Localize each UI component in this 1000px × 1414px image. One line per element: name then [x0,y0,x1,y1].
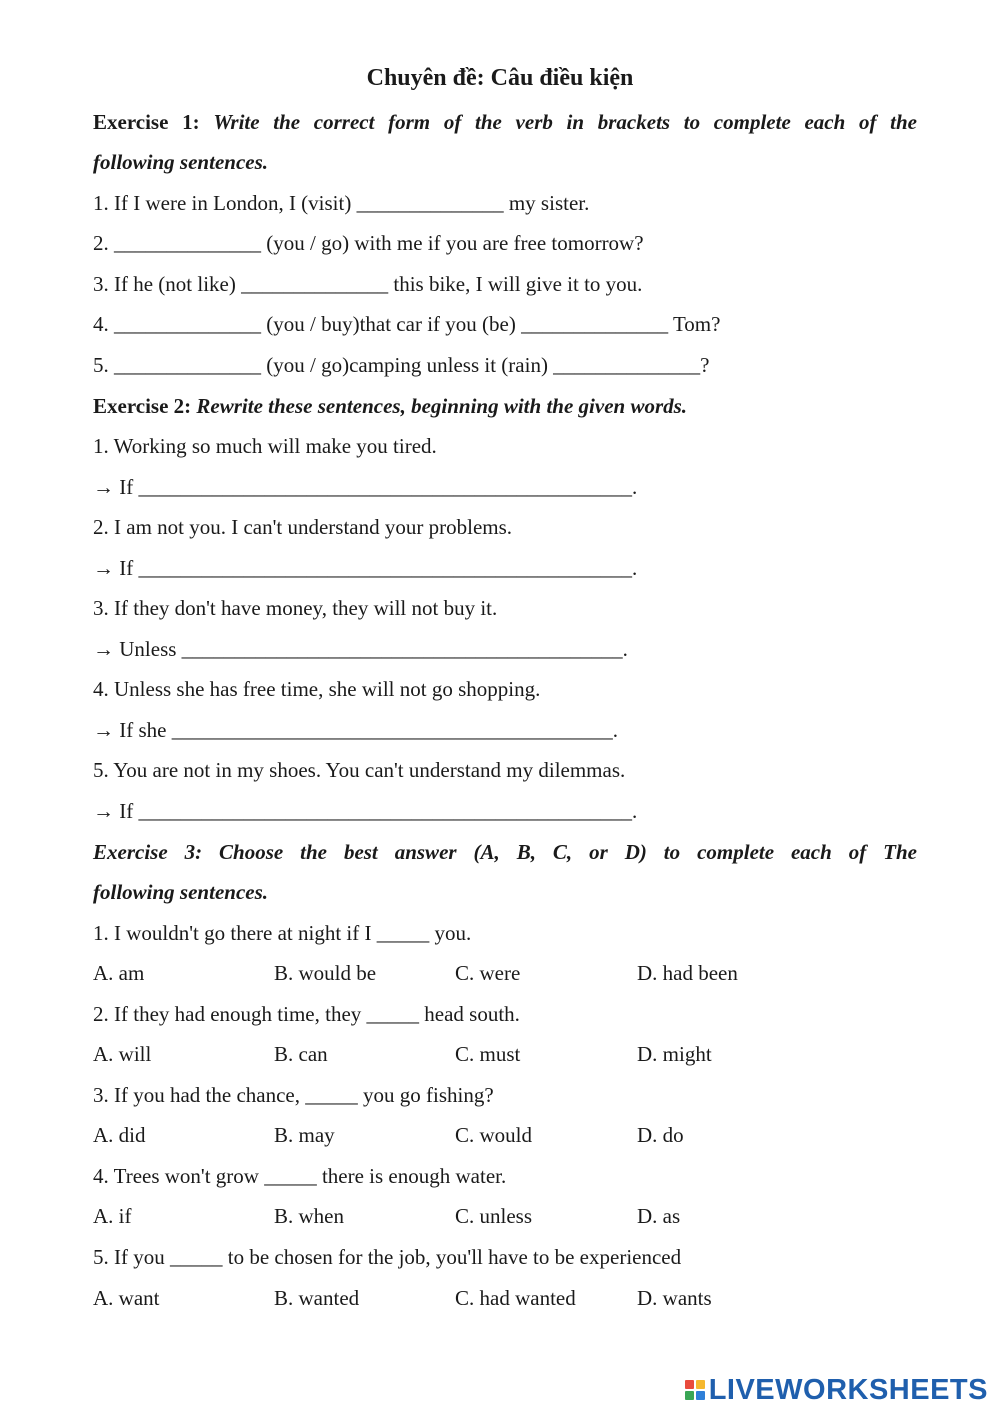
exercise-2-answer-line[interactable] [93,634,917,664]
arrow-icon: → [93,799,114,823]
exercise-3-question: 5. If you _____ to be chosen for the job, you'll have to be experienced [93,1245,682,1269]
option-c[interactable]: C. would [455,1123,533,1147]
exercise-2-instruction: Rewrite these sentences, beginning with the given words. [196,394,688,418]
exercise-3-label: Exercise 3: [93,840,203,864]
exercise-2-label: Exercise 2: [93,394,192,418]
exercise-2-answer-line[interactable] [93,472,917,502]
option-a[interactable]: A. if [93,1204,132,1228]
option-d[interactable]: D. might [637,1042,712,1066]
logo-text: LIVEWORKSHEETS [708,1373,988,1406]
logo-square [685,1391,694,1400]
answer-prompt: If [119,799,134,823]
exercise-2-sentence: 1. Working so much will make you tired. [93,434,437,458]
answer-blank[interactable]: __________________________________________. [171,718,618,742]
exercise-1-label: Exercise 1: [93,110,200,134]
option-c[interactable]: C. had wanted [455,1286,576,1310]
exercise-3-heading [93,837,917,867]
exercise-2-sentence: 4. Unless she has free time, she will not go shopping. [93,677,541,701]
option-b[interactable]: B. when [274,1204,344,1228]
exercise-2-answer-line[interactable] [93,715,917,745]
option-c[interactable]: C. must [455,1042,521,1066]
answer-prompt: If [119,556,134,580]
exercise-1-item[interactable]: 1. If I were in London, I (visit) ______________ my sister. [93,191,590,215]
answer-prompt: If [119,475,134,499]
exercise-3-question: 3. If you had the chance, _____ you go fishing? [93,1083,494,1107]
option-a[interactable]: A. want [93,1286,160,1310]
exercise-1-item[interactable]: 4. ______________ (you / buy)that car if you (be) ______________ Tom? [93,312,721,336]
option-b[interactable]: B. wanted [274,1286,360,1310]
exercise-3-question: 4. Trees won't grow _____ there is enough water. [93,1164,507,1188]
exercise-2-sentence: 5. You are not in my shoes. You can't understand my dilemmas. [93,758,626,782]
arrow-icon: → [93,718,114,742]
option-a[interactable]: A. did [93,1123,146,1147]
arrow-icon: → [93,556,114,580]
exercise-1-item[interactable]: 5. ______________ (you / go)camping unless it (rain) ______________? [93,353,710,377]
logo-square [685,1380,694,1389]
exercise-2-answer-line[interactable] [93,553,917,583]
arrow-icon: → [93,475,114,499]
answer-blank[interactable]: __________________________________________. [181,637,628,661]
option-b[interactable]: B. would be [274,961,377,985]
logo-grid-icon [685,1380,705,1400]
option-a[interactable]: A. will [93,1042,152,1066]
answer-blank[interactable]: _______________________________________________. [138,799,638,823]
exercise-2-answer-line[interactable] [93,796,917,826]
exercise-1-instruction-cont: following sentences. [93,150,269,174]
option-d[interactable]: D. do [637,1123,684,1147]
exercise-3-heading-cont [93,877,917,907]
answer-prompt: If she [119,718,167,742]
arrow-icon: → [93,637,114,661]
liveworksheets-logo[interactable] [685,1373,988,1407]
exercise-1-heading-cont [93,147,917,177]
exercise-3-question: 1. I wouldn't go there at night if I _____ you. [93,921,472,945]
exercise-1-heading [93,107,917,137]
exercise-3-instruction: Choose the best answer (A, B, C, or D) to complete each of The [219,840,918,864]
answer-prompt: Unless [119,637,177,661]
option-b[interactable]: B. may [274,1123,335,1147]
option-b[interactable]: B. can [274,1042,328,1066]
option-d[interactable]: D. had been [637,961,738,985]
exercise-1-item[interactable]: 2. ______________ (you / go) with me if you are free tomorrow? [93,231,644,255]
exercise-1-item[interactable]: 3. If he (not like) ______________ this bike, I will give it to you. [93,272,643,296]
answer-blank[interactable]: _______________________________________________. [138,556,638,580]
option-c[interactable]: C. were [455,961,521,985]
option-a[interactable]: A. am [93,961,145,985]
option-d[interactable]: D. wants [637,1286,712,1310]
exercise-2-sentence: 3. If they don't have money, they will not buy it. [93,596,498,620]
page-title: Chuyên đề: Câu điều kiện [366,65,634,91]
exercise-3-question: 2. If they had enough time, they _____ head south. [93,1002,520,1026]
logo-square [696,1380,705,1389]
exercise-1-instruction: Write the correct form of the verb in brackets to complete each of the [213,110,917,134]
option-d[interactable]: D. as [637,1204,681,1228]
option-c[interactable]: C. unless [455,1204,533,1228]
answer-blank[interactable]: _______________________________________________. [138,475,638,499]
exercise-2-sentence: 2. I am not you. I can't understand your problems. [93,515,513,539]
exercise-3-instruction-cont: following sentences. [93,880,269,904]
logo-square [696,1391,705,1400]
exercise-2-heading [93,391,917,421]
